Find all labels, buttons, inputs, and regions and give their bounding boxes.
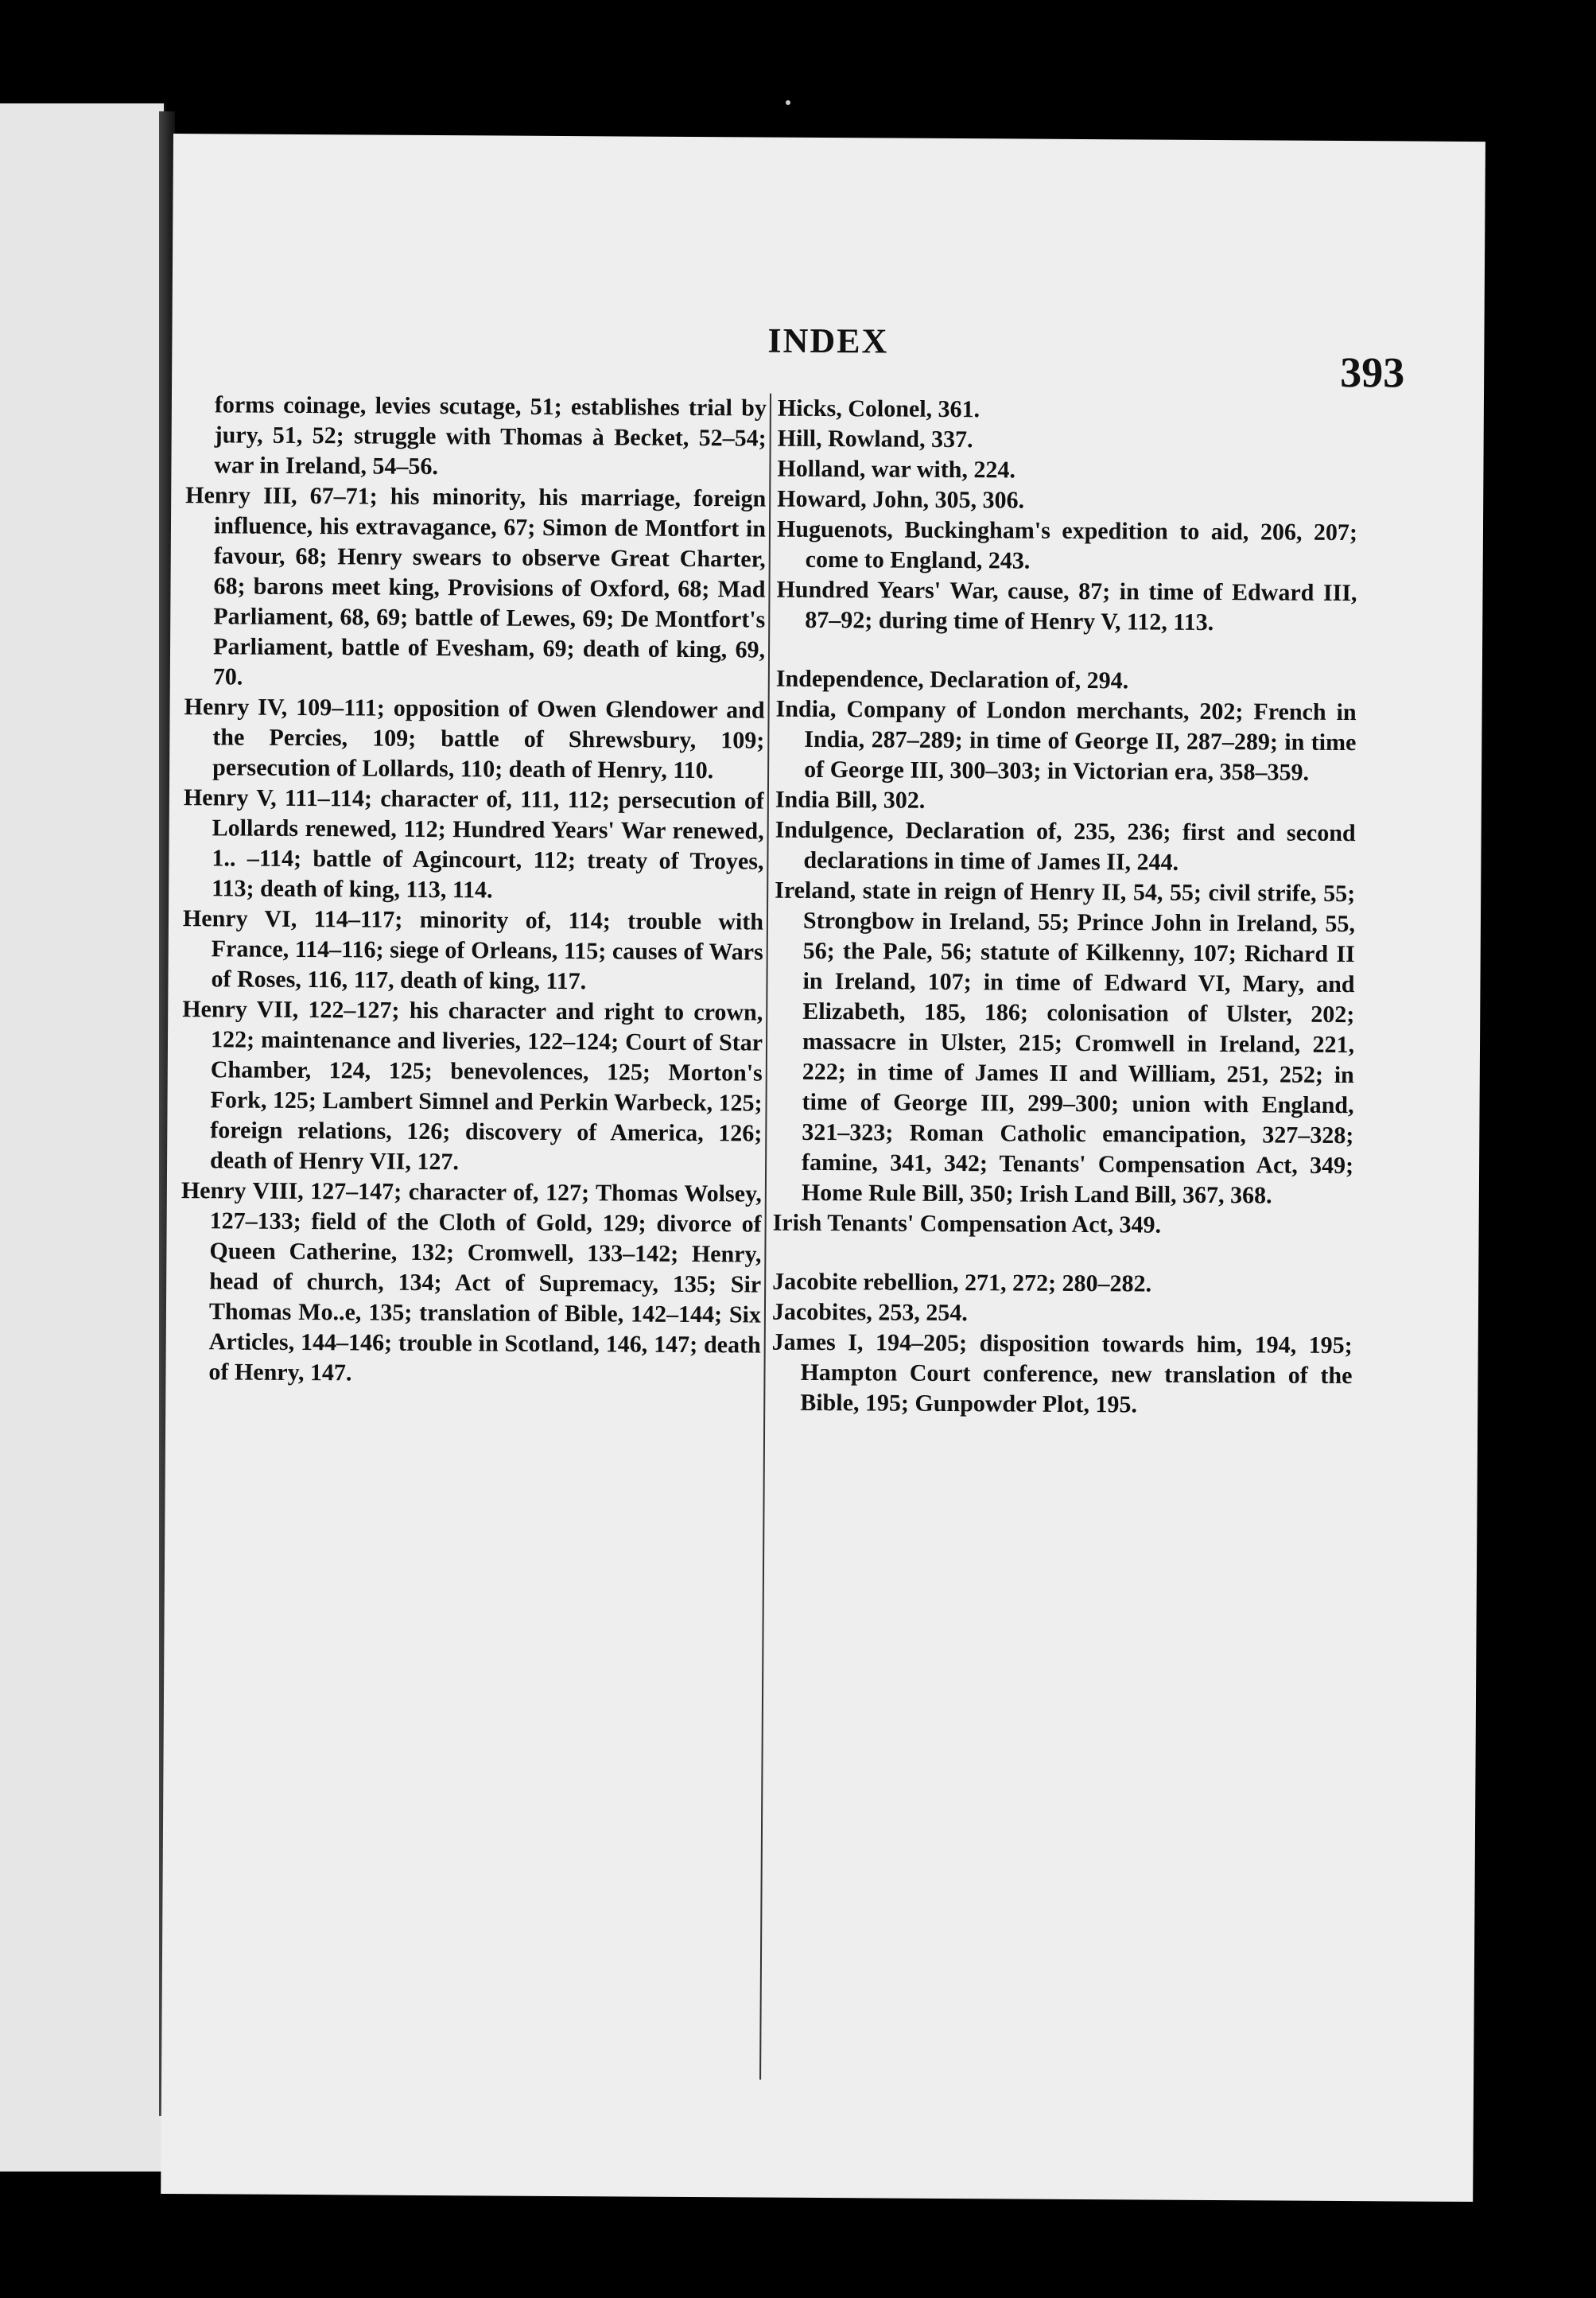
page-header: [172, 317, 1484, 397]
index-entry: Henry VII, 122–127; his character and right to crown, 122; maintenance and liveries, 122–124; Court of Star Chamber, 124, 125; benevolences, 125; Morton's Fork, 125; Lambert Simnel and Perkin Warbeck, 125; foreign relations, 126; discovery of America, 126; death of Henry VII, 127.: [182, 996, 763, 1176]
page-number: 393: [1340, 348, 1405, 397]
index-entry: Jacobite rebellion, 271, 272; 280–282.: [772, 1268, 1152, 1297]
index-entry: Henry V, 111–114; character of, 111, 112; persecution of Lollards renewed, 112; Hundred Years' War renewed, 1.. –114; battle of Agincourt, 112; treaty of Troyes, 113; death of king, 113, 114.: [183, 784, 764, 904]
index-entry: James I, 194–205; disposition towards him, 194, 195; Hampton Court conference, new translation of the Bible, 195; Gunpowder Plot, 195.: [771, 1328, 1353, 1418]
index-entry: Hicks, Colonel, 361.: [777, 395, 981, 423]
index-entry: Jacobites, 253, 254.: [771, 1298, 968, 1327]
index-columns: [161, 390, 1484, 2084]
index-entry: Henry IV, 109–111; opposition of Owen Glendower and the Percies, 109; battle of Shrewsbury, 109; persecution of Lollards, 110; death of Henry, 110.: [184, 694, 765, 784]
index-entry: Henry VI, 114–117; minority of, 114; trouble with France, 114–116; siege of Orleans, 115; causes of Wars of Roses, 116, 117, death of king, 117.: [182, 905, 764, 995]
index-entry: India, Company of London merchants, 202; French in India, 287–289; in time of George II, 287–289; in time of George III, 300–303; in Victorian era, 358–359.: [775, 695, 1357, 786]
index-page: [161, 134, 1485, 2202]
left-column: [176, 390, 767, 2079]
index-entry: Huguenots, Buckingham's expedition to aid, 206, 207; come to England, 243.: [776, 515, 1358, 574]
running-head: INDEX: [767, 321, 889, 361]
index-entry: Henry III, 67–71; his minority, his marriage, foreign influence, his extravagance, 67; Simon de Montfort in favour, 68; Henry swears to observe Great Charter, 68; barons meet king, Provisions of Oxford, 68; Mad Parliament, 68, 69; battle of Lewes, 69; De Montfort's Parliament, battle of Evesham, 69; death of king, 69, 70.: [185, 482, 767, 690]
index-entry: India Bill, 302.: [775, 786, 926, 814]
right-column: [767, 394, 1358, 2083]
index-entry: Ireland, state in reign of Henry II, 54, 55; civil strife, 55; Strongbow in Ireland, 55; Prince John in Ireland, 55, 56; the Pale, 56; statute of Kilkenny, 107; Richard II in Ireland, 107; in time of Edward VI, Mary, and Elizabeth, 185, 186; colonisation of Ulster, 202; massacre in Ulster, 215; Cromwell in Ireland, 221, 222; in time of James II and William, 251, 252; in time of George III, 299–300; union with England, 321–323; Roman Catholic emancipation, 327–328; famine, 341, 342; Tenants' Compensation Act, 349; Home Rule Bill, 350; Irish Land Bill, 367, 368.: [775, 877, 1356, 1209]
index-entry: Indulgence, Declaration of, 235, 236; first and second declarations in time of James II, 244.: [775, 816, 1356, 876]
facing-page-edge: [0, 103, 166, 2172]
index-entry: Hill, Rowland, 337.: [777, 425, 973, 453]
index-entry: forms coinage, levies scutage, 51; establishes trial by jury, 51, 52; struggle with Thomas à Becket, 52–54; war in Ireland, 54–56.: [214, 391, 767, 480]
index-entry: Holland, war with, 224.: [777, 455, 1016, 484]
index-entry: Independence, Declaration of, 294.: [775, 665, 1129, 694]
index-entry: Irish Tenants' Compensation Act, 349.: [772, 1209, 1162, 1238]
speck: [786, 100, 790, 105]
index-entry: Howard, John, 305, 306.: [777, 485, 1025, 514]
index-entry: Henry VIII, 127–147; character of, 127; Thomas Wolsey, 127–133; field of the Cloth of Gold, 129; divorce of Queen Catherine, 132; Cromwell, 133–142; Henry, head of church, 134; Act of Supremacy, 135; Sir Thomas Mo..e, 135; translation of Bible, 142–144; Six Articles, 144–146; trouble in Scotland, 146, 147; death of Henry, 147.: [181, 1177, 762, 1386]
index-entry: Hundred Years' War, cause, 87; in time of Edward III, 87–92; during time of Henry V, 112, 113.: [776, 576, 1357, 636]
